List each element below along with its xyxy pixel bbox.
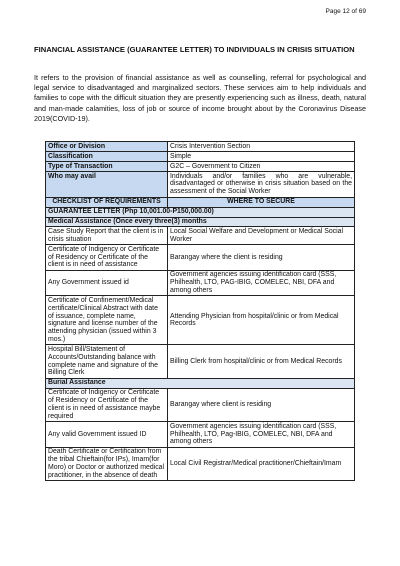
info-value: Crisis Intervention Section bbox=[168, 142, 355, 152]
requirement-cell: Death Certificate or Certification from the tribal Chieftain(for IPs), Imam(for Moro) or Doctor or authorized medical practitioner, in the absence of death bbox=[46, 447, 168, 480]
requirement-cell: Certificate of Indigency or Certificate of Residency or Certificate of the client is in need of assistance bbox=[46, 245, 168, 271]
guarantee-letter-heading: GUARANTEE LETTER (Php 10,001.00-P150,000.00) bbox=[46, 207, 355, 217]
header-where: WHERE TO SECURE bbox=[168, 197, 355, 207]
section-row bbox=[46, 207, 355, 217]
column-header-row bbox=[46, 197, 355, 207]
table-row bbox=[46, 422, 355, 448]
medical-heading: Medical Assistance (Once every three(3) months bbox=[46, 217, 355, 227]
requirement-cell: Certificate of Indigency or Certificate of Residency or Certificate of the client is in need of assistance maybe required bbox=[46, 388, 168, 421]
where-cell: Barangay where the client is residing bbox=[168, 245, 355, 271]
info-label: Office or Division bbox=[46, 142, 168, 152]
burial-heading: Burial Assistance bbox=[46, 378, 355, 388]
info-row bbox=[46, 171, 355, 197]
document-title: FINANCIAL ASSISTANCE (GUARANTEE LETTER) TO INDIVIDUALS IN CRISIS SITUATION bbox=[34, 45, 355, 54]
table-row bbox=[46, 447, 355, 480]
requirement-cell: Any valid Government issued ID bbox=[46, 422, 168, 448]
table-row bbox=[46, 245, 355, 271]
where-cell: Billing Clerk from hospital/clinic or from Medical Records bbox=[168, 345, 355, 378]
where-cell: Government agencies issuing identification card (SSS, Philhealth, LTO, PAG-IBIG, COMELEC, NBI, DFA and among others bbox=[168, 270, 355, 296]
requirement-cell: Any Government issued id bbox=[46, 270, 168, 296]
requirement-cell: Hospital Bill/Statement of Accounts/Outstanding balance with complete name and signature of the Billing Clerk bbox=[46, 345, 168, 378]
section-row bbox=[46, 378, 355, 388]
info-value: Individuals and/or families who are vulnerable, disadvantaged or otherwise in crisis situation based on the assessment of the Social Worker bbox=[168, 171, 355, 197]
info-value: G2C – Government to Citizen bbox=[168, 161, 355, 171]
intro-paragraph: It refers to the provision of financial assistance as well as counselling, referral for psychological and legal service to disadvantaged and marginalized sectors. These services aim to help individuals and families to cope with the difficult situation they are presently experiencing such as illness, death, natural and man-made calamities, loss of job or source of income brought about by the Coronavirus Disease 2019(COVID-19). bbox=[34, 73, 366, 123]
info-label: Classification bbox=[46, 151, 168, 161]
requirements-table bbox=[45, 141, 355, 481]
table-row bbox=[46, 270, 355, 296]
table-row bbox=[46, 227, 355, 245]
info-label: Type of Transaction bbox=[46, 161, 168, 171]
info-row bbox=[46, 142, 355, 152]
table-row bbox=[46, 388, 355, 421]
requirement-cell: Case Study Report that the client is in crisis situation bbox=[46, 227, 168, 245]
page-number: Page 12 of 69 bbox=[325, 8, 366, 15]
where-cell: Barangay where client is residing bbox=[168, 388, 355, 421]
where-cell: Local Civil Registrar/Medical practitioner/Chieftain/Imam bbox=[168, 447, 355, 480]
table-row bbox=[46, 345, 355, 378]
info-row bbox=[46, 151, 355, 161]
info-row bbox=[46, 161, 355, 171]
where-cell: Government agencies issuing identification card (SSS, Philhealth, LTO, Pag-IBIG, COMELEC, NBI, DFA and among others bbox=[168, 422, 355, 448]
info-value: Simple bbox=[168, 151, 355, 161]
where-cell: Attending Physician from hospital/clinic or from Medical Records bbox=[168, 296, 355, 345]
where-cell: Local Social Welfare and Development or Medical Social Worker bbox=[168, 227, 355, 245]
header-requirements: CHECKLIST OF REQUIREMENTS bbox=[46, 197, 168, 207]
requirement-cell: Certificate of Confinement/Medical certificate/Clinical Abstract with date of issuance, complete name, signature and license number of the attending physician (issued within 3 mos.) bbox=[46, 296, 168, 345]
section-row bbox=[46, 217, 355, 227]
table-row bbox=[46, 296, 355, 345]
info-label: Who may avail bbox=[46, 171, 168, 197]
